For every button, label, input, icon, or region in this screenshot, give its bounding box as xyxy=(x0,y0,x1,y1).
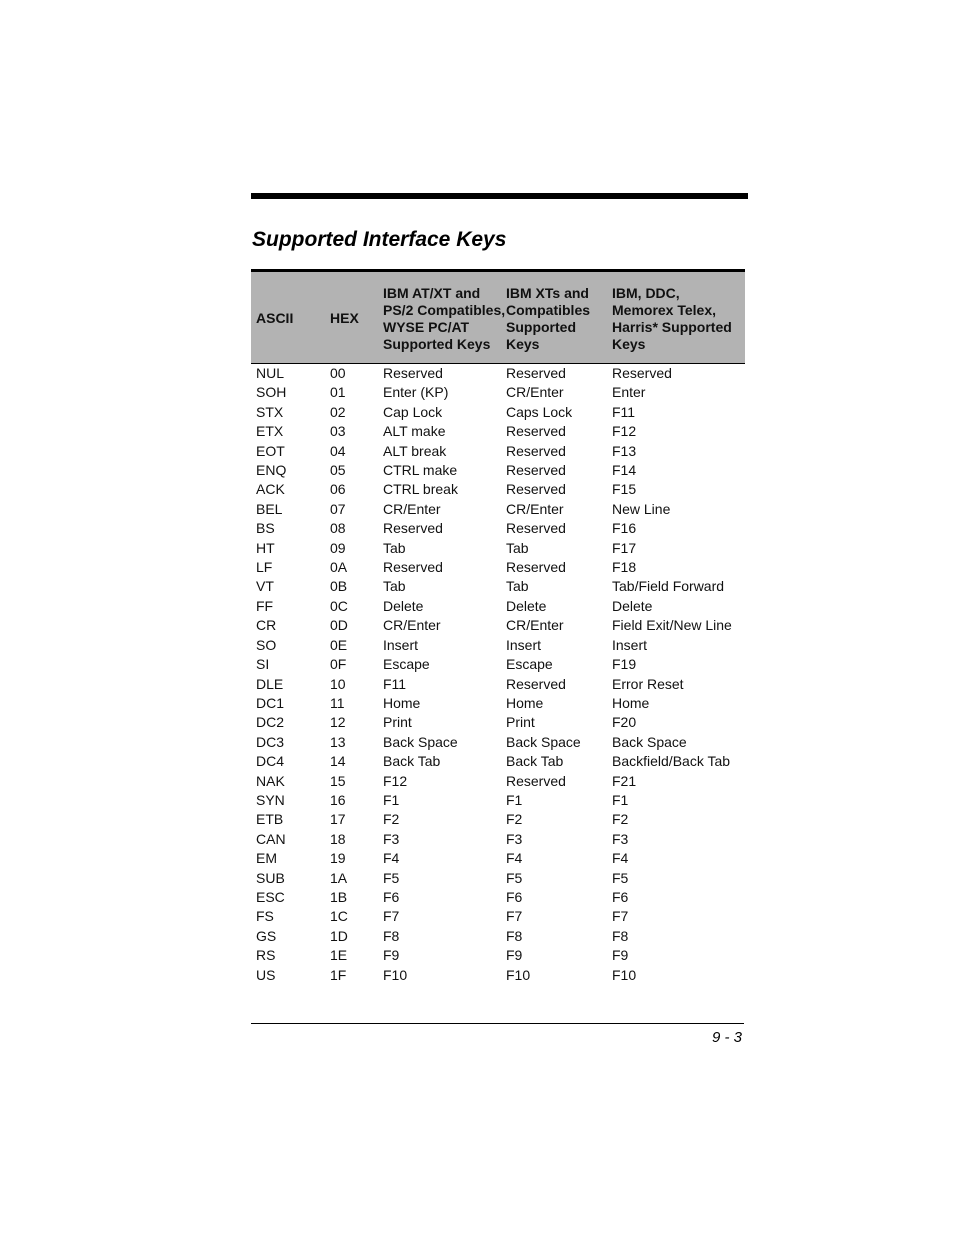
interface-keys-table-container xyxy=(251,269,745,985)
cell-hex: 07 xyxy=(330,500,346,517)
table-row xyxy=(251,869,745,888)
cell-ibm-xt-key: F10 xyxy=(506,966,531,983)
table-row xyxy=(251,946,745,965)
table-row xyxy=(251,849,745,868)
cell-ibm-ddc-key: F16 xyxy=(612,520,637,537)
cell-hex: 19 xyxy=(330,850,346,867)
cell-ascii: DC4 xyxy=(256,753,285,770)
table-row xyxy=(251,694,745,713)
cell-ascii: STX xyxy=(256,403,284,420)
table-row xyxy=(251,364,745,384)
cell-ibm-xt-key: Back Space xyxy=(506,733,581,750)
cell-hex: 01 xyxy=(330,384,346,401)
cell-ibm-ddc-key: F5 xyxy=(612,869,629,886)
cell-hex: 02 xyxy=(330,403,346,420)
cell-ibm-ddc-key: Delete xyxy=(612,597,653,614)
table-row xyxy=(251,655,745,674)
cell-ibm-ddc-key: Backfield/Back Tab xyxy=(612,753,731,770)
cell-ibm-at-xt-key: Reserved xyxy=(383,559,443,576)
table-row xyxy=(251,636,745,655)
cell-hex: 1A xyxy=(330,869,348,886)
table-row xyxy=(251,558,745,577)
cell-ibm-at-xt-key: Print xyxy=(383,714,412,731)
cell-ibm-ddc-key: F9 xyxy=(612,947,629,964)
cell-ascii: ESC xyxy=(256,888,285,905)
cell-ascii: ETX xyxy=(256,423,284,440)
cell-ascii: DC3 xyxy=(256,733,285,750)
cell-ibm-at-xt-key: CTRL make xyxy=(383,462,458,479)
cell-hex: 15 xyxy=(330,772,346,789)
cell-ibm-xt-key: F1 xyxy=(506,791,523,808)
table-row xyxy=(251,577,745,596)
cell-ibm-xt-key: F5 xyxy=(506,869,523,886)
cell-hex: 1D xyxy=(330,927,348,944)
cell-hex: 12 xyxy=(330,714,346,731)
cell-ascii: CR xyxy=(256,617,277,634)
header-ascii: ASCII xyxy=(251,271,330,364)
cell-hex: 0D xyxy=(330,617,348,634)
cell-ibm-at-xt-key: CR/Enter xyxy=(383,617,441,634)
cell-hex: 18 xyxy=(330,830,346,847)
cell-ibm-xt-key: Home xyxy=(506,694,544,711)
cell-ibm-ddc-key: Back Space xyxy=(612,733,687,750)
cell-hex: 17 xyxy=(330,811,346,828)
table-row xyxy=(251,500,745,519)
cell-ibm-at-xt-key: F3 xyxy=(383,830,400,847)
cell-ascii: DLE xyxy=(256,675,284,692)
cell-hex: 0A xyxy=(330,559,348,576)
cell-ibm-at-xt-key: Escape xyxy=(383,656,430,673)
cell-ibm-ddc-key: F12 xyxy=(612,423,637,440)
cell-ascii: SYN xyxy=(256,791,285,808)
cell-ascii: DC2 xyxy=(256,714,285,731)
cell-hex: 16 xyxy=(330,791,346,808)
cell-ibm-ddc-key: F3 xyxy=(612,830,629,847)
cell-ibm-at-xt-key: Reserved xyxy=(383,520,443,537)
header-ibm-xt-keys: IBM XTs and Compatibles Supported Keys xyxy=(506,271,612,364)
cell-ibm-at-xt-key: F5 xyxy=(383,869,400,886)
cell-ibm-ddc-key: F17 xyxy=(612,539,637,556)
cell-hex: 05 xyxy=(330,462,346,479)
cell-ascii: ETB xyxy=(256,811,284,828)
cell-hex: 14 xyxy=(330,753,346,770)
cell-hex: 1E xyxy=(330,947,348,964)
cell-ibm-at-xt-key: F1 xyxy=(383,791,400,808)
cell-ibm-ddc-key: F20 xyxy=(612,714,637,731)
cell-ibm-ddc-key: Reserved xyxy=(612,365,672,381)
cell-ibm-xt-key: CR/Enter xyxy=(506,384,564,401)
table-row xyxy=(251,713,745,732)
cell-ibm-at-xt-key: Tab xyxy=(383,539,406,556)
cell-ascii: HT xyxy=(256,539,275,556)
cell-ascii: NUL xyxy=(256,365,285,381)
cell-ascii: EM xyxy=(256,850,277,867)
interface-keys-table xyxy=(251,269,745,985)
cell-ibm-ddc-key: F14 xyxy=(612,462,637,479)
cell-ibm-at-xt-key: ALT break xyxy=(383,442,447,459)
cell-ascii: SO xyxy=(256,636,277,653)
cell-ibm-xt-key: F9 xyxy=(506,947,523,964)
cell-ibm-ddc-key: Field Exit/New Line xyxy=(612,617,732,634)
cell-ibm-xt-key: Reserved xyxy=(506,462,566,479)
cell-ibm-ddc-key: F6 xyxy=(612,888,629,905)
cell-ibm-xt-key: CR/Enter xyxy=(506,500,564,517)
cell-ibm-xt-key: Print xyxy=(506,714,535,731)
cell-ibm-at-xt-key: F11 xyxy=(383,675,407,692)
cell-ibm-xt-key: Reserved xyxy=(506,481,566,498)
cell-ibm-at-xt-key: ALT make xyxy=(383,423,446,440)
cell-ibm-ddc-key: F10 xyxy=(612,966,637,983)
table-row xyxy=(251,519,745,538)
table-header xyxy=(251,271,745,364)
cell-ascii: ACK xyxy=(256,481,285,498)
cell-ibm-xt-key: Tab xyxy=(506,578,529,595)
cell-ibm-at-xt-key: Reserved xyxy=(383,365,443,381)
cell-ibm-at-xt-key: Enter (KP) xyxy=(383,384,449,401)
cell-ibm-at-xt-key: F6 xyxy=(383,888,400,905)
cell-ascii: SUB xyxy=(256,869,285,886)
cell-ascii: GS xyxy=(256,927,277,944)
cell-ibm-xt-key: Tab xyxy=(506,539,529,556)
table-row xyxy=(251,772,745,791)
cell-ibm-xt-key: Caps Lock xyxy=(506,403,573,420)
header-hex: HEX xyxy=(330,271,383,364)
cell-ibm-ddc-key: F7 xyxy=(612,908,629,925)
cell-ibm-xt-key: Delete xyxy=(506,597,547,614)
table-row xyxy=(251,539,745,558)
cell-ibm-ddc-key: F11 xyxy=(612,403,636,420)
cell-ibm-at-xt-key: F7 xyxy=(383,908,400,925)
table-row xyxy=(251,675,745,694)
cell-ibm-xt-key: Reserved xyxy=(506,772,566,789)
cell-ascii: US xyxy=(256,966,276,983)
cell-hex: 0E xyxy=(330,636,348,653)
cell-ibm-ddc-key: Error Reset xyxy=(612,675,684,692)
cell-ascii: EOT xyxy=(256,442,285,459)
cell-hex: 0C xyxy=(330,597,348,614)
cell-hex: 11 xyxy=(330,694,345,711)
cell-ibm-ddc-key: F21 xyxy=(612,772,637,789)
cell-ascii: RS xyxy=(256,947,276,964)
cell-ibm-xt-key: Reserved xyxy=(506,559,566,576)
cell-ibm-at-xt-key: CTRL break xyxy=(383,481,458,498)
cell-hex: 08 xyxy=(330,520,346,537)
cell-hex: 10 xyxy=(330,675,346,692)
cell-ibm-ddc-key: F8 xyxy=(612,927,629,944)
top-rule xyxy=(251,193,748,199)
cell-ibm-ddc-key: New Line xyxy=(612,500,671,517)
table-row xyxy=(251,752,745,771)
cell-ascii: BS xyxy=(256,520,275,537)
cell-hex: 0B xyxy=(330,578,348,595)
table-row xyxy=(251,597,745,616)
cell-ibm-at-xt-key: Tab xyxy=(383,578,406,595)
cell-ascii: ENQ xyxy=(256,462,287,479)
cell-ibm-ddc-key: F2 xyxy=(612,811,629,828)
cell-hex: 1C xyxy=(330,908,348,925)
table-row xyxy=(251,888,745,907)
cell-ascii: NAK xyxy=(256,772,285,789)
cell-ibm-ddc-key: F4 xyxy=(612,850,629,867)
cell-ibm-xt-key: F7 xyxy=(506,908,523,925)
table-body xyxy=(251,364,745,986)
cell-ibm-at-xt-key: CR/Enter xyxy=(383,500,441,517)
cell-ibm-xt-key: Reserved xyxy=(506,520,566,537)
cell-ibm-xt-key: F8 xyxy=(506,927,523,944)
cell-ascii: VT xyxy=(256,578,274,595)
cell-ibm-xt-key: Escape xyxy=(506,656,553,673)
cell-ibm-ddc-key: F19 xyxy=(612,656,637,673)
table-row xyxy=(251,442,745,461)
cell-hex: 00 xyxy=(330,365,346,381)
table-row xyxy=(251,480,745,499)
header-row xyxy=(251,271,745,364)
cell-ibm-ddc-key: F15 xyxy=(612,481,637,498)
cell-ascii: SI xyxy=(256,656,270,673)
cell-ascii: BEL xyxy=(256,500,283,517)
table-row xyxy=(251,461,745,480)
cell-ibm-ddc-key: F13 xyxy=(612,442,637,459)
cell-ibm-at-xt-key: Delete xyxy=(383,597,424,614)
cell-hex: 1F xyxy=(330,966,347,983)
cell-hex: 04 xyxy=(330,442,346,459)
cell-ibm-at-xt-key: Insert xyxy=(383,636,419,653)
table-row xyxy=(251,422,745,441)
cell-ibm-ddc-key: F1 xyxy=(612,791,629,808)
cell-ibm-at-xt-key: F4 xyxy=(383,850,400,867)
cell-ibm-at-xt-key: Cap Lock xyxy=(383,403,443,420)
cell-ibm-at-xt-key: F8 xyxy=(383,927,400,944)
cell-ibm-ddc-key: Tab/Field Forward xyxy=(612,578,725,595)
cell-ascii: FS xyxy=(256,908,274,925)
cell-ibm-at-xt-key: Back Tab xyxy=(383,753,441,770)
cell-hex: 09 xyxy=(330,539,346,556)
cell-ibm-at-xt-key: F10 xyxy=(383,966,408,983)
bottom-rule xyxy=(251,1023,744,1024)
cell-ibm-xt-key: F4 xyxy=(506,850,523,867)
cell-ibm-xt-key: Reserved xyxy=(506,442,566,459)
cell-hex: 1B xyxy=(330,888,348,905)
cell-ibm-ddc-key: Home xyxy=(612,694,650,711)
cell-ascii: FF xyxy=(256,597,274,614)
table-row xyxy=(251,830,745,849)
page-number: 9 - 3 xyxy=(711,1029,742,1046)
cell-ibm-ddc-key: Enter xyxy=(612,384,646,401)
cell-ibm-ddc-key: Insert xyxy=(612,636,648,653)
cell-hex: 03 xyxy=(330,423,346,440)
table-row xyxy=(251,966,745,985)
cell-ibm-ddc-key: F18 xyxy=(612,559,637,576)
table-row xyxy=(251,907,745,926)
cell-ibm-xt-key: F3 xyxy=(506,830,523,847)
cell-ibm-xt-key: Reserved xyxy=(506,423,566,440)
cell-ibm-at-xt-key: F9 xyxy=(383,947,400,964)
cell-ibm-xt-key: CR/Enter xyxy=(506,617,564,634)
page-title: Supported Interface Keys xyxy=(252,228,507,251)
cell-ascii: LF xyxy=(256,559,273,576)
header-ibm-ddc-keys: IBM, DDC, Memorex Telex, Harris* Supported Keys xyxy=(612,271,745,364)
table-row xyxy=(251,810,745,829)
table-row xyxy=(251,927,745,946)
cell-ibm-at-xt-key: F2 xyxy=(383,811,400,828)
cell-ibm-xt-key: Reserved xyxy=(506,365,566,381)
cell-ibm-xt-key: F2 xyxy=(506,811,523,828)
cell-ascii: CAN xyxy=(256,830,286,847)
cell-ascii: DC1 xyxy=(256,694,285,711)
table-row xyxy=(251,616,745,635)
cell-hex: 0F xyxy=(330,656,347,673)
cell-ibm-at-xt-key: Home xyxy=(383,694,421,711)
cell-ibm-xt-key: F6 xyxy=(506,888,523,905)
table-row xyxy=(251,733,745,752)
table-row xyxy=(251,403,745,422)
cell-ibm-xt-key: Reserved xyxy=(506,675,566,692)
header-ibm-at-xt-keys: IBM AT/XT and PS/2 Compatibles, WYSE PC/AT Supported Keys xyxy=(383,271,506,364)
cell-ascii: SOH xyxy=(256,384,287,401)
cell-ibm-xt-key: Back Tab xyxy=(506,753,564,770)
table-row xyxy=(251,383,745,402)
cell-ibm-at-xt-key: Back Space xyxy=(383,733,458,750)
cell-ibm-xt-key: Insert xyxy=(506,636,542,653)
cell-ibm-at-xt-key: F12 xyxy=(383,772,408,789)
table-row xyxy=(251,791,745,810)
cell-hex: 06 xyxy=(330,481,346,498)
cell-hex: 13 xyxy=(330,733,346,750)
